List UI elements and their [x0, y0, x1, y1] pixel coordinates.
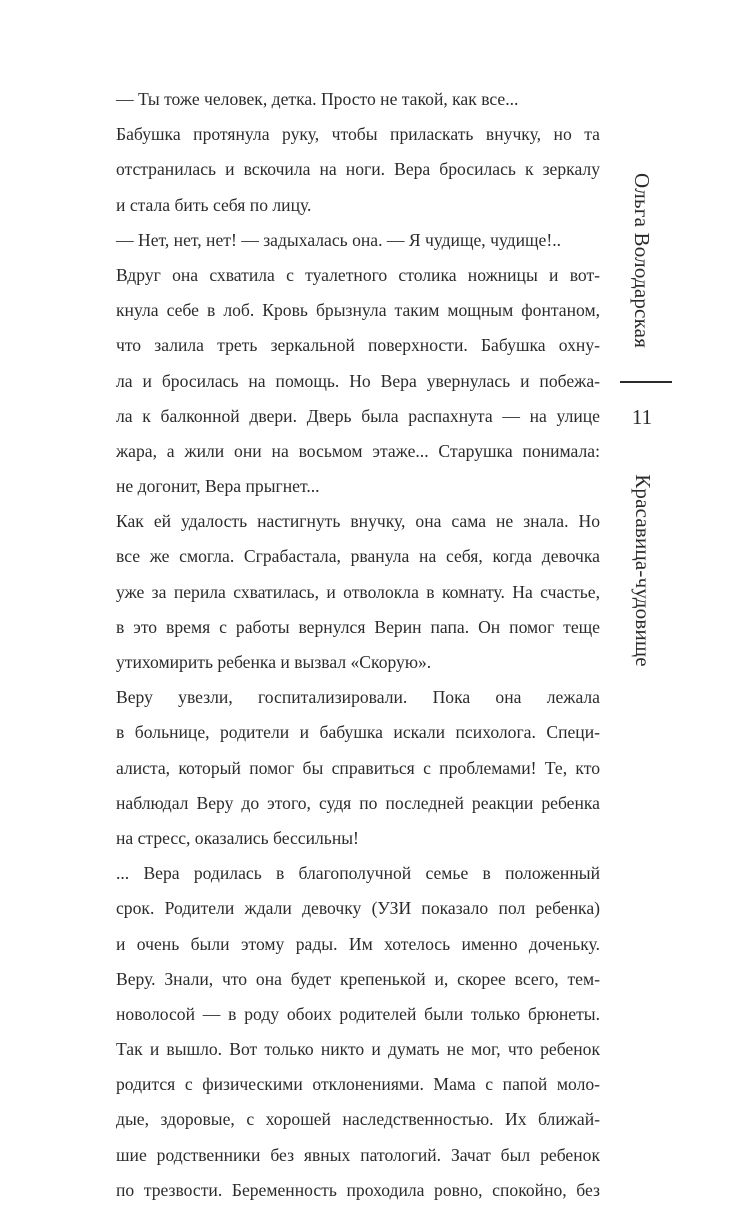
text-line: новолосой — в роду обоих родителей были только брюнеты.: [116, 1003, 600, 1024]
text-line: на стресс, оказались бессильны!: [116, 827, 359, 848]
text-line: не догонит, Вера прыгнет...: [116, 476, 320, 497]
text-line: ла и бросилась на помощь. Но Вера увернулась и побежа-: [116, 370, 600, 391]
text-line: шие родственники без явных патологий. Зачат был ребенок: [116, 1144, 600, 1165]
text-line: все же смогла. Сграбастала, рванула на себя, когда девочка: [116, 546, 600, 567]
text-line: Так и вышло. Вот только никто и думать не мог, что ребенок: [116, 1039, 600, 1060]
text-line: Бабушка протянула руку, чтобы приласкать внучку, но та: [116, 124, 600, 145]
text-line: что залила треть зеркальной поверхности. Бабушка охну-: [116, 335, 600, 356]
text-line: алиста, который помог бы справиться с проблемами! Те, кто: [116, 757, 600, 778]
running-head: [610, 0, 674, 1000]
text-line: ла к балконной двери. Дверь была распахнута — на улице: [116, 405, 600, 426]
text-line: Как ей удалость настигнуть внучку, она сама не знала. Но: [116, 511, 600, 532]
book-title-vertical: [610, 455, 674, 685]
text-line: в больнице, родители и бабушка искали психолога. Специ-: [116, 722, 600, 743]
text-line: и стала бить себя по лицу.: [116, 194, 312, 215]
text-line: уже за перила схватилась, и отволокла в комнату. На счастье,: [116, 581, 600, 602]
text-line: в это время с работы вернулся Верин папа. Он помог теще: [116, 616, 600, 637]
text-line: отстранилась и вскочила на ноги. Вера бросилась к зеркалу: [116, 159, 600, 180]
text-line: и очень были этому рады. Им хотелось именно доченьку.: [116, 933, 600, 954]
text-line: родится с физическими отклонениями. Мама с папой моло-: [116, 1074, 600, 1095]
body-text: [116, 82, 600, 1208]
text-line: утихомирить ребенка и вызвал «Скорую».: [116, 652, 432, 672]
text-line: по трезвости. Беременность проходила ровно, спокойно, без: [116, 1179, 600, 1200]
text-line: Веру. Знали, что она будет крепенькой и, скорее всего, тем-: [116, 968, 600, 989]
text-line: Вдруг она схватила с туалетного столика ножницы и вот-: [116, 264, 600, 285]
book-title: Красавица-чудовище: [630, 473, 655, 667]
text-line: ... Вера родилась в благополучной семье в положенный: [116, 863, 600, 884]
text-line: — Ты тоже человек, детка. Просто не такой, как все...: [116, 89, 519, 109]
text-line: жара, а жили они на восьмом этаже... Старушка понимала:: [116, 440, 600, 461]
text-line: — Нет, нет, нет! — задыхалась она. — Я чудище, чудище!..: [116, 229, 562, 250]
author-name: Ольга Володарская: [630, 172, 655, 348]
page-number: 11: [631, 405, 653, 429]
text-line: срок. Родители ждали девочку (УЗИ показало пол ребенка): [116, 898, 600, 919]
text-line: наблюдал Веру до этого, судя по последней реакции ребенка: [116, 792, 600, 813]
text-line: дые, здоровые, с хорошей наследственностью. Их ближай-: [116, 1109, 600, 1130]
running-head-divider: [620, 381, 672, 383]
text-line: кнула себе в лоб. Кровь брызнула таким мощным фонтаном,: [116, 300, 600, 321]
text-line: Веру увезли, госпитализировали. Пока она лежала: [116, 687, 600, 708]
author-name-vertical: [610, 150, 674, 370]
